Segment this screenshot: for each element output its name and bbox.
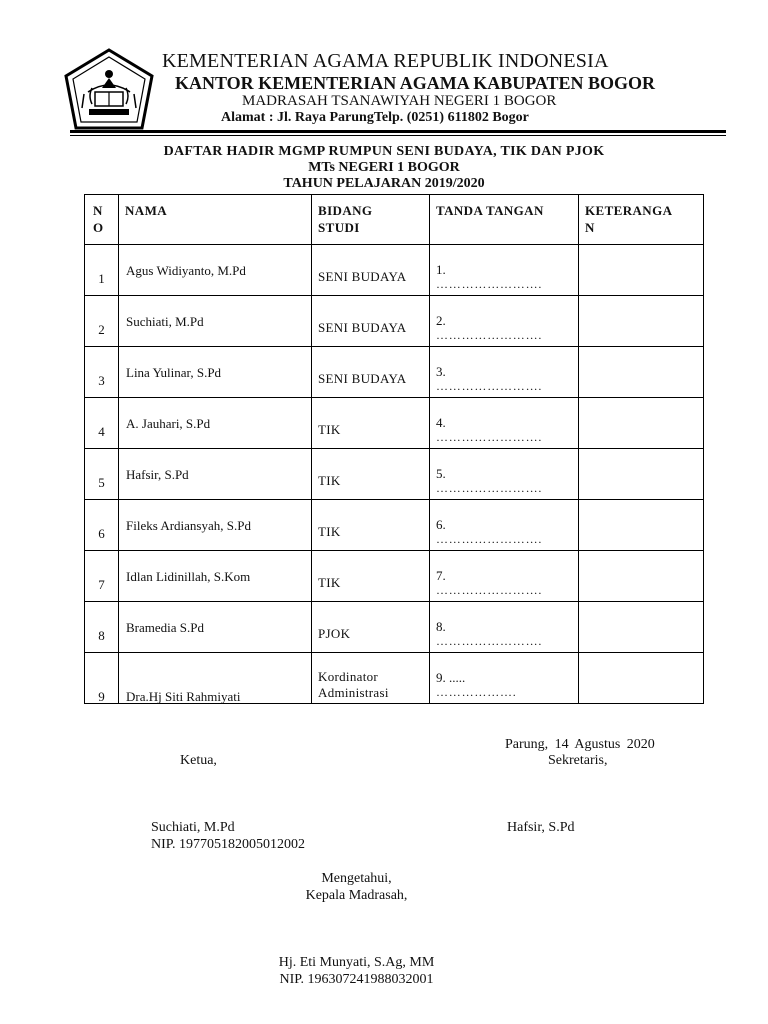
letterhead-divider-thick xyxy=(70,130,726,133)
table-row xyxy=(85,296,704,347)
cell-name: Lina Yulinar, S.Pd xyxy=(119,347,312,398)
ministry-emblem-icon xyxy=(62,48,156,134)
table-header-row xyxy=(85,195,704,245)
cell-field: SENI BUDAYA xyxy=(312,296,430,347)
header-field: BIDANG STUDI xyxy=(312,195,430,245)
cell-no: 7 xyxy=(85,551,119,602)
table-row xyxy=(85,347,704,398)
signature-dots: ……………………. xyxy=(436,379,543,393)
cell-name: Bramedia S.Pd xyxy=(119,602,312,653)
chair-label: Ketua, xyxy=(180,753,217,768)
cell-signature: 7. ……………………. xyxy=(430,551,579,602)
cell-note xyxy=(579,551,704,602)
cell-name: Dra.Hj Siti Rahmiyati xyxy=(119,653,312,704)
signature-dots: ……………………. xyxy=(436,328,543,342)
signature-dots: ………………. xyxy=(436,685,517,699)
cell-field: TIK xyxy=(312,449,430,500)
table-row xyxy=(85,449,704,500)
cell-signature: 9. ..... ………………. xyxy=(430,653,579,704)
signature-dots: ……………………. xyxy=(436,532,543,546)
cell-field: SENI BUDAYA xyxy=(312,347,430,398)
cell-name: Suchiati, M.Pd xyxy=(119,296,312,347)
principal-name: Hj. Eti Munyati, S.Ag, MM xyxy=(278,955,435,970)
cell-signature: 8. ……………………. xyxy=(430,602,579,653)
cell-signature: 5. ……………………. xyxy=(430,449,579,500)
cell-name: A. Jauhari, S.Pd xyxy=(119,398,312,449)
chair-name: Suchiati, M.Pd xyxy=(151,820,235,835)
cell-signature: 3. ……………………. xyxy=(430,347,579,398)
cell-no: 4 xyxy=(85,398,119,449)
cell-signature: 4. ……………………. xyxy=(430,398,579,449)
signature-dots: ……………………. xyxy=(436,583,543,597)
cell-no: 3 xyxy=(85,347,119,398)
table-row xyxy=(85,500,704,551)
cell-signature: 2. ……………………. xyxy=(430,296,579,347)
cell-field: TIK xyxy=(312,551,430,602)
cell-note xyxy=(579,449,704,500)
header-signature: TANDA TANGAN xyxy=(430,195,579,245)
cell-field: Kordinator Administrasi xyxy=(312,653,430,704)
signature-dots: ……………………. xyxy=(436,277,543,291)
letterhead-ministry: KEMENTERIAN AGAMA REPUBLIK INDONESIA xyxy=(162,50,609,72)
cell-note xyxy=(579,653,704,704)
cell-signature: 1. ……………………. xyxy=(430,245,579,296)
table-row xyxy=(85,245,704,296)
cell-name: Idlan Lidinillah, S.Kom xyxy=(119,551,312,602)
document-subtitle: MTs NEGERI 1 BOGOR xyxy=(308,160,460,175)
cell-note xyxy=(579,347,704,398)
cell-note xyxy=(579,296,704,347)
signature-dots: ……………………. xyxy=(436,634,543,648)
cell-no: 8 xyxy=(85,602,119,653)
header-note: KETERANGA N xyxy=(579,195,704,245)
letterhead-office: KANTOR KEMENTERIAN AGAMA KABUPATEN BOGOR xyxy=(175,73,656,93)
principal-label: Kepala Madrasah, xyxy=(305,888,408,903)
cell-no: 5 xyxy=(85,449,119,500)
cell-name: Agus Widiyanto, M.Pd xyxy=(119,245,312,296)
cell-field: TIK xyxy=(312,398,430,449)
cell-note xyxy=(579,245,704,296)
cell-name: Hafsir, S.Pd xyxy=(119,449,312,500)
cell-field: SENI BUDAYA xyxy=(312,245,430,296)
table-row xyxy=(85,398,704,449)
table-row xyxy=(85,602,704,653)
cell-no: 2 xyxy=(85,296,119,347)
letterhead-divider-thin xyxy=(70,135,726,136)
letterhead-address: Alamat : Jl. Raya ParungTelp. (0251) 611802 Bogor xyxy=(221,110,529,125)
chair-nip: NIP. 197705182005012002 xyxy=(151,837,306,852)
document-title: DAFTAR HADIR MGMP RUMPUN SENI BUDAYA, TIK DAN PJOK xyxy=(163,144,605,159)
cell-field: PJOK xyxy=(312,602,430,653)
table-row xyxy=(85,653,704,704)
cell-note xyxy=(579,602,704,653)
attendance-table xyxy=(84,194,704,704)
cell-note xyxy=(579,398,704,449)
letterhead-school: MADRASAH TSANAWIYAH NEGERI 1 BOGOR xyxy=(242,93,557,109)
secretary-name: Hafsir, S.Pd xyxy=(507,820,575,835)
cell-signature: 6. ……………………. xyxy=(430,500,579,551)
place-date: Parung, 14 Agustus 2020 xyxy=(505,737,655,752)
acknowledged-label: Mengetahui, xyxy=(321,871,392,886)
document-academic-year: TAHUN PELAJARAN 2019/2020 xyxy=(283,176,485,191)
header-name: NAMA xyxy=(119,195,312,245)
signature-dots: ……………………. xyxy=(436,430,543,444)
cell-no: 1 xyxy=(85,245,119,296)
cell-field: TIK xyxy=(312,500,430,551)
secretary-label: Sekretaris, xyxy=(548,753,608,768)
table-row xyxy=(85,551,704,602)
cell-no: 9 xyxy=(85,653,119,704)
principal-nip: NIP. 196307241988032001 xyxy=(279,972,434,987)
cell-no: 6 xyxy=(85,500,119,551)
cell-name: Fileks Ardiansyah, S.Pd xyxy=(119,500,312,551)
header-no: N O xyxy=(85,195,119,245)
signature-dots: ……………………. xyxy=(436,481,543,495)
cell-note xyxy=(579,500,704,551)
